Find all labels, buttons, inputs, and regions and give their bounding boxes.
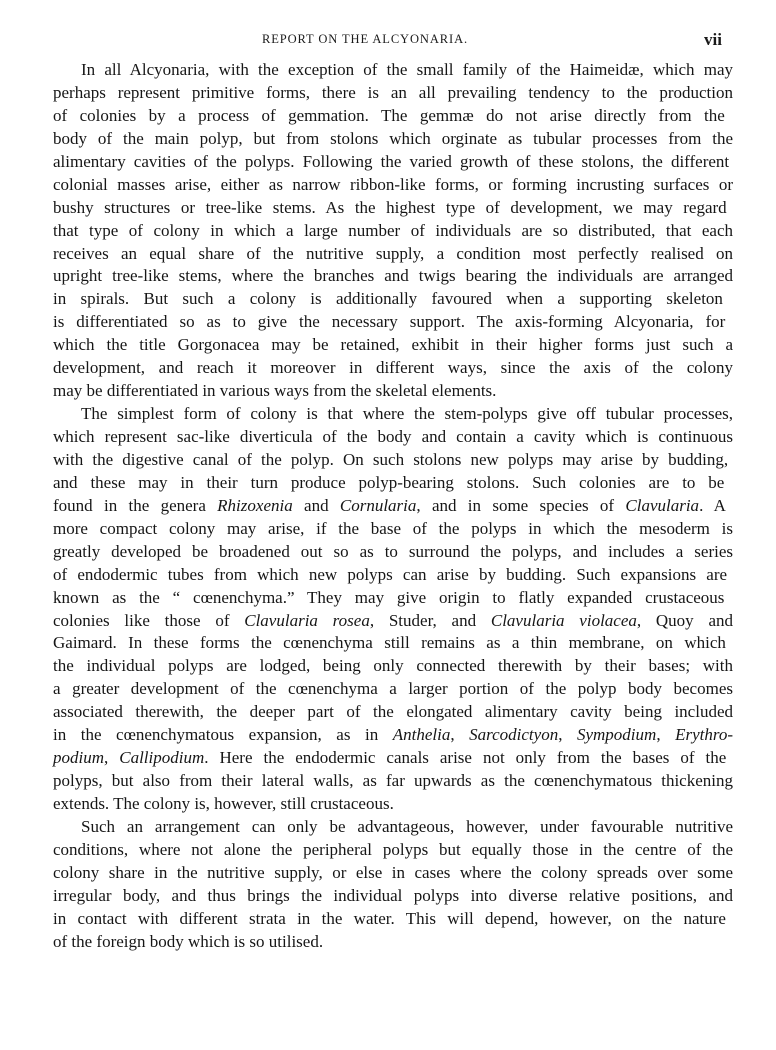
text-line [53,403,733,426]
text-line [53,862,733,885]
text-line [53,449,733,472]
line-content [53,839,733,862]
text-run: is differentiated so as to give the necessary support. The axis-forming Alcyonaria, for [53,312,726,332]
text-line [53,82,733,105]
text-run: in contact with different strata in the water. This will depend, however, on the nature [53,908,726,928]
text-line [53,724,733,747]
line-content [53,426,733,449]
text-run: in spirals. But such a colony is additionally favoured when a supporting skeleton [53,289,723,309]
text-line [53,265,733,288]
text-run: development, and reach it moreover in different ways, since the axis of the colony [53,358,733,378]
text-run: which the title Gorgonacea may be retained, exhibit in their higher forms just such a [53,335,733,355]
text-line [53,288,733,311]
text-line [53,701,733,724]
text-run: , Studer, and [369,610,491,630]
text-run: The simplest form of colony is that where the stem-polyps give off tubular processes, [81,404,733,424]
text-line [53,380,733,403]
text-run: bushy structures or tree-like stems. As the highest type of development, we may regard [53,197,727,217]
text-run: associated therewith, the deeper part of the elongated alimentary cavity being included [53,702,733,722]
text-run: perhaps represent primitive forms, there is an all prevailing tendency to the production [53,82,733,102]
text-line [53,518,733,541]
text-line [53,59,733,82]
text-line [53,839,733,862]
text-run: in the cœnenchymatous expansion, as in [53,725,393,745]
text-run: Gaimard. In these forms the cœnenchyma still remains as a thin membrane, on which [53,633,726,653]
italic-taxon-name: Callipodium [119,748,205,768]
text-run: greatly developed be broadened out so as to surround the polyps, and includes a series [53,541,733,561]
text-run: of endodermic tubes from which new polyps can arise by budding. Such expansions are [53,564,728,584]
text-line [53,747,733,770]
italic-taxon-name: Anthelia [392,725,451,745]
text-line [53,587,733,610]
text-run: extends. The colony is, however, still crustaceous. [53,794,394,813]
italic-taxon-name: Clavularia [625,495,700,515]
line-content [53,678,733,701]
text-run: alimentary cavities of the polyps. Following the varied growth of these stolons, the different [53,151,730,171]
line-content [53,747,726,770]
text-run: polyps, but also from their lateral walls, as far upwards as the cœnenchymatous thickening [53,771,733,791]
text-line [53,678,733,701]
text-line [53,495,733,518]
line-content [53,220,733,243]
text-line [53,243,733,266]
text-run: , [656,725,676,745]
text-line [53,610,733,633]
text-run: that type of colony in which a large number of individuals are so distributed, that each [53,220,733,240]
line-content [53,587,724,610]
line-content [53,243,733,266]
text-line [53,816,733,839]
line-content [53,128,733,151]
line-content [53,724,733,747]
paragraph [53,59,733,403]
paragraph [53,403,733,816]
text-run: . Here the endodermic canals arise not only from the bases of the [204,748,727,768]
line-content [53,885,733,908]
line-content [53,174,733,197]
text-line [53,472,733,495]
text-line [53,357,733,380]
text-run: may be differentiated in various ways from the skeletal elements. [53,381,497,401]
text-run: irregular body, and thus brings the individual polyps into diverse relative positions, and [53,885,733,905]
italic-taxon-name: Sympodium [576,725,657,745]
text-run: and these may in their turn produce polyp-bearing stolons. Such colonies are to be [53,472,725,492]
text-line [53,334,733,357]
line-content [53,197,727,220]
italic-taxon-name: Clavularia rosea [244,610,370,630]
text-run: of colonies by a process of gemmation. The gemmæ do not arise directly from the [53,105,725,125]
line-content [53,908,726,931]
text-line [53,541,733,564]
text-run: found in the genera [53,495,218,515]
line-content [53,541,733,564]
text-line [53,885,733,908]
line-content [53,151,729,174]
text-run: , [450,725,470,745]
text-line [53,655,733,678]
text-run: In all Alcyonaria, with the exception of the small family of the Haimeidæ, which may [81,60,733,79]
line-content [53,610,733,633]
text-run: more compact colony may arise, if the base of the polyps in which the mesoderm is [53,518,733,538]
italic-taxon-name: Rhizoxenia [217,495,293,515]
text-line [53,220,733,243]
line-content [53,311,725,334]
running-title: REPORT ON THE ALCYONARIA. [262,32,469,46]
text-run: and [292,495,340,515]
italic-taxon-name: Sarcodictyon [469,725,559,745]
text-line [53,128,733,151]
text-run: colonial masses arise, either as narrow ribbon-like forms, or forming incrusting surfaces or [53,174,733,194]
text-run: , Quoy and [636,610,733,630]
text-run: conditions, where not alone the peripheral polyps but equally those in the centre of the [53,839,733,859]
text-run: with the digestive canal of the polyp. On such stolons new polyps may arise by budding, [53,449,729,469]
text-run: upright tree-like stems, where the branches and twigs bearing the individuals are arranged [53,266,733,286]
line-content [81,403,733,426]
line-content [53,770,733,793]
text-line [53,311,733,334]
text-line [53,793,733,816]
text-run: colonies like those of [53,610,245,630]
text-run: known as the “ cœnenchyma.” They may give origin to flatly expanded crustaceous [53,587,725,607]
line-content [53,472,724,495]
text-line [53,908,733,931]
italic-taxon-name: Erythro- [675,725,734,745]
line-content [53,862,733,885]
text-run: , [558,725,577,745]
text-line [53,197,733,220]
line-content [53,380,496,403]
line-content [53,334,733,357]
text-run: , [104,748,120,768]
italic-taxon-name: Cornularia [339,495,417,515]
text-run: a greater development of the cœnenchyma a larger portion of the polyp body becomes [53,679,733,699]
text-line [53,151,733,174]
line-content [53,105,725,128]
text-line [53,564,733,587]
text-line [53,426,733,449]
line-content [53,931,323,954]
running-head [0,32,776,52]
line-content [53,793,394,816]
italic-taxon-name: podium [53,748,104,768]
text-run: of the foreign body which is so utilised. [53,931,324,951]
line-content [53,82,733,105]
line-content [53,655,733,678]
line-content [53,288,723,311]
line-content [53,632,726,655]
line-content [81,59,733,82]
text-line [53,632,733,655]
text-line [53,174,733,197]
line-content [53,495,726,518]
text-line [53,105,733,128]
text-run: the individual polyps are lodged, being only connected therewith by their bases; with [53,656,733,676]
line-content [53,701,733,724]
text-run: colony share in the nutritive supply, or else in cases where the colony spreads over some [53,862,733,882]
line-content [53,449,728,472]
line-content [81,816,733,839]
page-number: vii [704,30,722,49]
body-text [53,59,733,954]
line-content [53,518,733,541]
text-run: Such an arrangement can only be advantageous, however, under favourable nutritive [81,816,733,836]
text-run: which represent sac-like diverticula of the body and contain a cavity which is continuous [53,427,733,446]
text-line [53,931,733,954]
paragraph [53,816,733,954]
text-run: , and in some species of [416,495,626,515]
text-line [53,770,733,793]
text-run: receives an equal share of the nutritive supply, a condition most perfectly realised on [53,243,733,263]
text-run: body of the main polyp, but from stolons which orginate as tubular processes from the [53,128,733,148]
line-content [53,265,733,288]
italic-taxon-name: Clavularia violacea [490,610,637,630]
line-content [53,564,727,587]
text-run: . A [699,495,726,515]
line-content [53,357,733,380]
